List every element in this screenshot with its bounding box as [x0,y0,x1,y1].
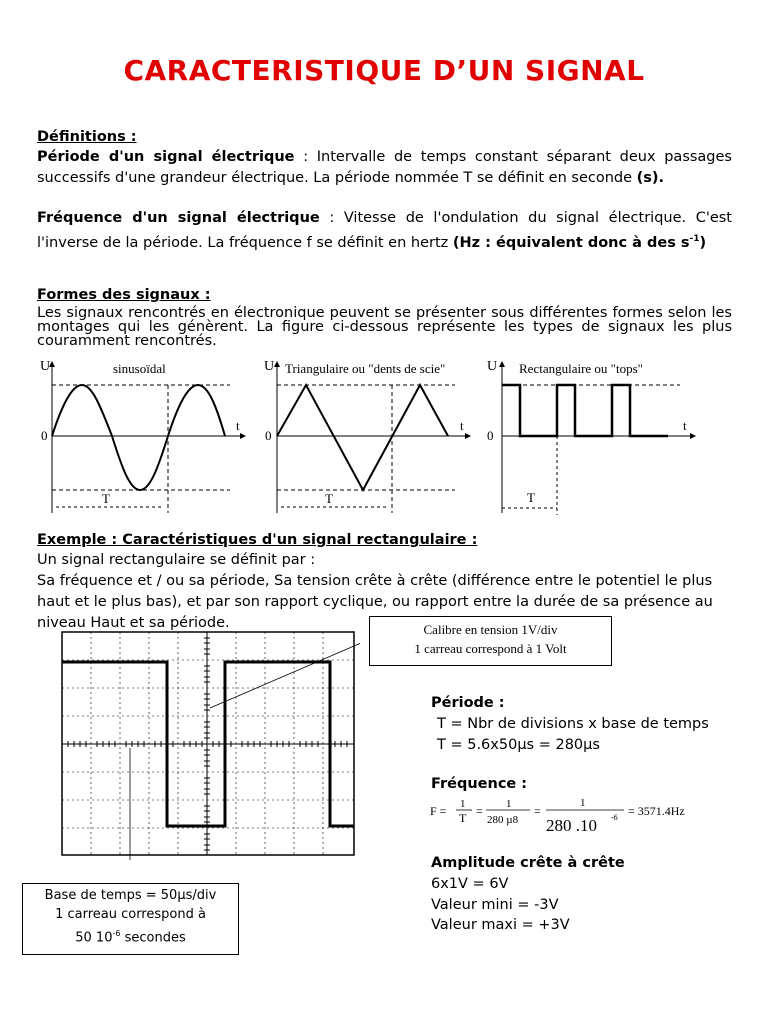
rect-t-label: t [683,418,687,433]
sinus-period-label: T [102,491,110,506]
amplitude-line1: 6x1V = 6V [431,876,509,892]
callout-bottom-line2: 1 carreau correspond à [55,907,206,922]
periode-unit: (s). [636,170,665,186]
triangle-t-label: t [460,418,464,433]
amplitude-line2: Valeur mini = -3V [431,897,559,913]
definitions-heading: Définitions : [37,129,137,145]
periode-text: : Intervalle de temps constant séparant deux passages successifs d'une grandeur électrique. La période nommée T se définit en seconde [37,149,732,186]
callout-bottom-value: 50 10 [75,930,113,946]
frequence-heading: Fréquence : [431,776,528,792]
triangle-diagram [264,359,470,513]
callout-voltage-scale [369,616,612,666]
formula-den3: 280 .10 [546,816,597,835]
rect-period-label: T [527,490,535,505]
callout-top-line2: 1 carreau correspond à 1 Volt [414,641,567,656]
callout-bottom-unit: secondes [120,930,186,946]
formula-result: = 3571.4Hz [628,804,685,818]
sinus-t-label: t [236,418,240,433]
formula-den2: 280 µ8 [487,814,519,826]
periode-line2: T = 5.6x50µs = 280µs [437,737,600,753]
formula-den3-exp: -6 [611,813,618,822]
sinus-diagram [40,359,245,513]
frequence-text: : Vitesse de l'ondulation du signal électrique. C'est l'inverse de la période. La fréquence f se définit en hertz [37,210,732,251]
amplitude-heading: Amplitude crête à crête [431,855,625,871]
exemple-line1: Un signal rectangulaire se définit par : [37,552,316,568]
page-title: CARACTERISTIQUE D’UN SIGNAL [123,54,645,87]
triangle-zero-label: 0 [265,428,272,443]
frequence-close: ) [699,234,707,251]
oscilloscope-screen [50,628,360,860]
rect-title: Rectangulaire ou "tops" [519,361,643,376]
formes-text: Les signaux rencontrés en électronique peuvent se présenter sous différentes formes selon les montages qui les génèrent. La figure ci-dessous représente les types de signaux les plus couramment rencontrés. [37,305,732,349]
rect-u-label: U [487,359,498,374]
frequence-unit: (Hz : équivalent donc à des s [452,234,690,251]
periode-label: Période d'un signal électrique [37,149,295,165]
formula-eq2: = [534,804,541,818]
rectangle-diagram [487,359,695,515]
triangle-u-label: U [264,359,275,374]
frequence-formula [428,793,728,838]
formula-num3: 1 [580,797,586,809]
exemple-heading: Exemple : Caractéristiques d'un signal rectangulaire : [37,532,478,548]
callout-top-line1: Calibre en tension 1V/div [423,622,558,637]
signal-types-figure [30,350,740,525]
rect-zero-label: 0 [487,428,494,443]
sinus-zero-label: 0 [41,428,48,443]
sinus-u-label: U [40,359,51,374]
formula-num1: 1 [460,798,466,810]
formula-den1: T [459,811,467,825]
callout-bottom-line1: Base de temps = 50µs/div [44,888,217,903]
periode-heading: Période : [431,695,505,711]
callout-bottom-line3 [23,924,238,947]
callout-bottom-exp: -6 [112,929,121,938]
periode-definition [37,147,732,189]
triangle-period-label: T [325,491,333,506]
triangle-title: Triangulaire ou "dents de scie" [285,361,446,376]
formes-heading: Formes des signaux : [37,287,211,303]
formula-f: F = [430,804,447,818]
formula-eq1: = [476,804,483,818]
periode-line1: T = Nbr de divisions x base de temps [437,716,709,732]
sinus-title: sinusoïdal [113,361,166,376]
exemple-text: Sa fréquence et / ou sa période, Sa tension crête à crête (différence entre le potentiel le plus haut et le plus bas), et par son rapport cyclique, ou rapport entre la durée de sa présence au niveau Haut et sa période. [37,573,713,631]
frequence-label: Fréquence d'un signal électrique [37,210,320,226]
amplitude-line3: Valeur maxi = +3V [431,917,570,933]
callout-time-base [22,883,239,955]
frequence-definition [37,208,732,254]
frequence-exp: -1 [689,234,700,244]
formula-num2: 1 [506,798,512,810]
